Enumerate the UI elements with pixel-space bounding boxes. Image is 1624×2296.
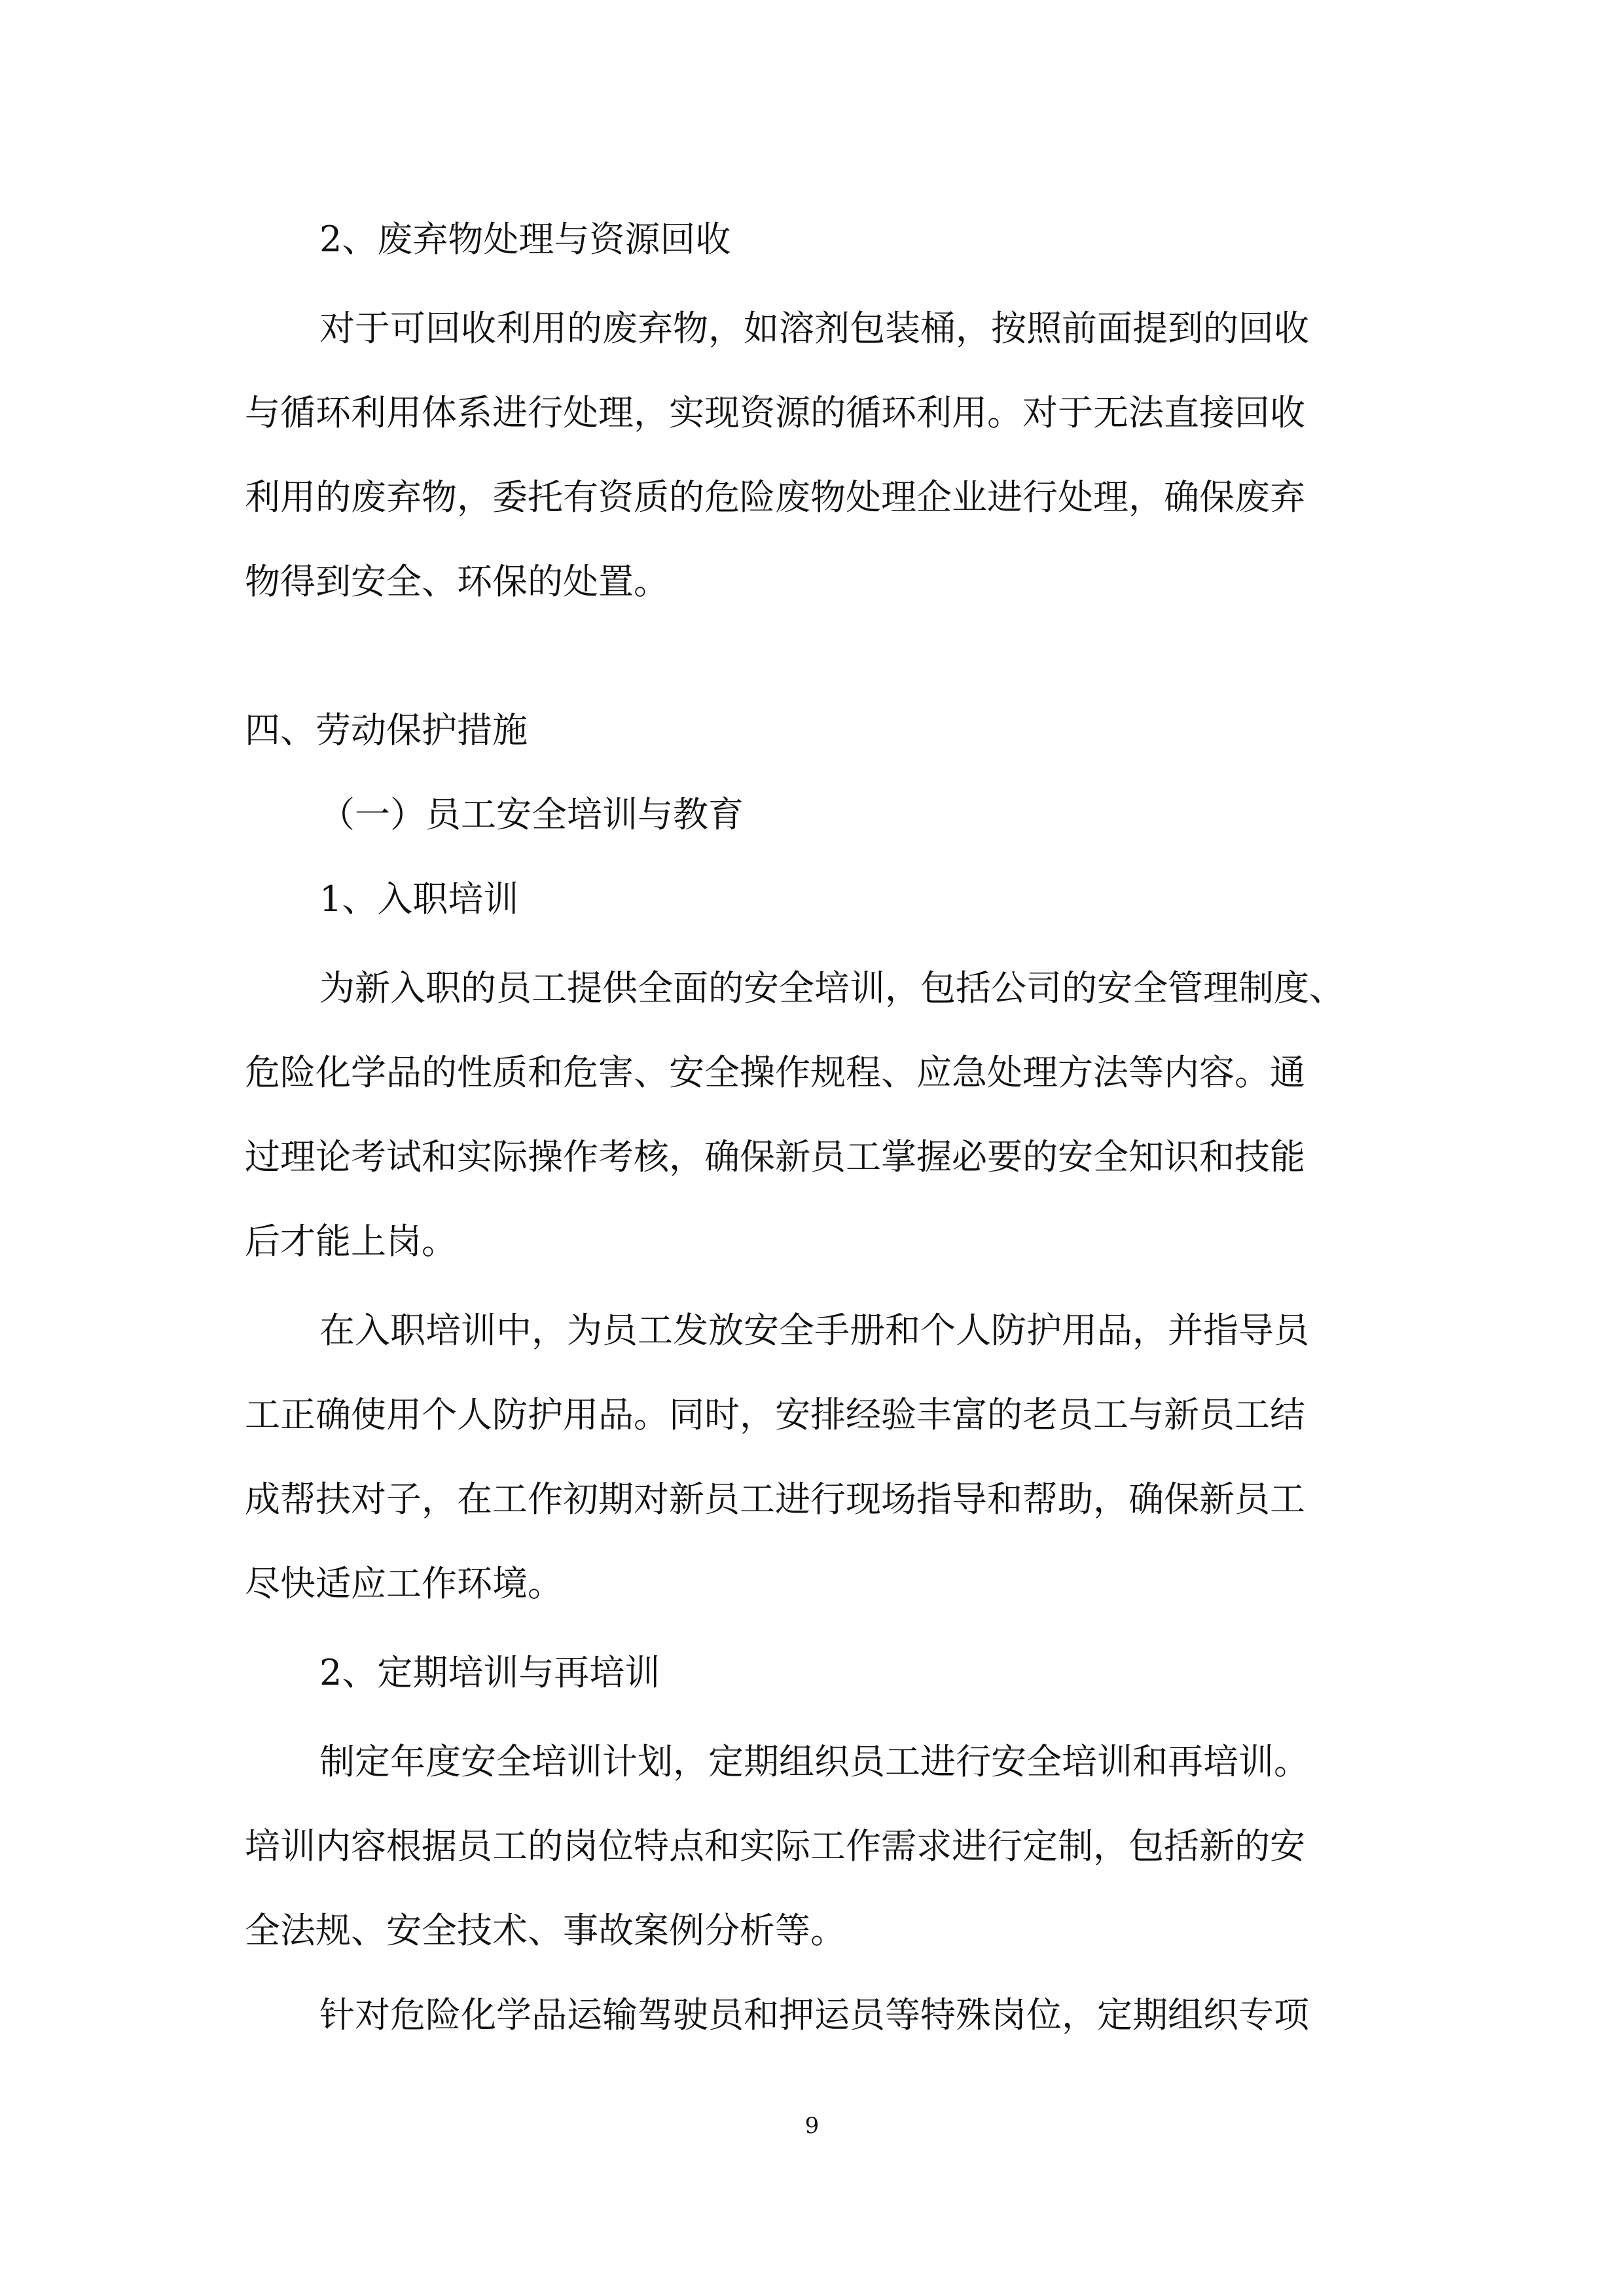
paragraph-line: 工正确使用个人防护用品。同时，安排经验丰富的老员工与新员工结 (245, 1394, 1305, 1435)
paragraph-line: 培训内容根据员工的岗位特点和实际工作需求进行定制，包括新的安 (245, 1825, 1305, 1867)
paragraph-line: 针对危险化学品运输驾驶员和押运员等特殊岗位，定期组织专项 (319, 1994, 1309, 2036)
subheading-periodic-training: 2、定期培训与再培训 (319, 1652, 660, 1693)
paragraph-line: 过理论考试和实际操作考核，确保新员工掌握必要的安全知识和技能 (245, 1136, 1305, 1177)
paragraph-line: 后才能上岗。 (245, 1221, 457, 1262)
paragraph-line: 尽快适应工作环境。 (245, 1563, 563, 1604)
paragraph-line: 与循环利用体系进行处理，实现资源的循环利用。对于无法直接回收 (245, 392, 1305, 433)
paragraph-line: 为新入职的员工提供全面的安全培训，包括公司的安全管理制度、 (319, 967, 1344, 1009)
section-heading-labor-protection: 四、劳动保护措施 (245, 709, 528, 751)
subheading-onboarding-training: 1、入职培训 (319, 878, 519, 920)
paragraph-line: 制定年度安全培训计划，定期组织员工进行安全培训和再培训。 (319, 1741, 1309, 1782)
paragraph-line: 在入职培训中，为员工发放安全手册和个人防护用品，并指导员 (319, 1310, 1309, 1351)
paragraph-line: 利用的废弃物，委托有资质的危险废物处理企业进行处理，确保废弃 (245, 476, 1305, 518)
paragraph-line: 物得到安全、环保的处置。 (245, 561, 669, 602)
paragraph-line: 危险化学品的性质和危害、安全操作规程、应急处理方法等内容。通 (245, 1052, 1305, 1093)
page-number: 9 (804, 2113, 820, 2139)
paragraph-line: 成帮扶对子，在工作初期对新员工进行现场指导和帮助，确保新员工 (245, 1479, 1305, 1520)
paragraph-line: 对于可回收利用的废弃物，如溶剂包装桶，按照前面提到的回收 (319, 308, 1309, 349)
paragraph-line: 全法规、安全技术、事故案例分析等。 (245, 1910, 846, 1951)
subheading-waste-recycling: 2、废弃物处理与资源回收 (319, 219, 731, 260)
subsection-heading-training: （一）员工安全培训与教育 (319, 794, 744, 835)
